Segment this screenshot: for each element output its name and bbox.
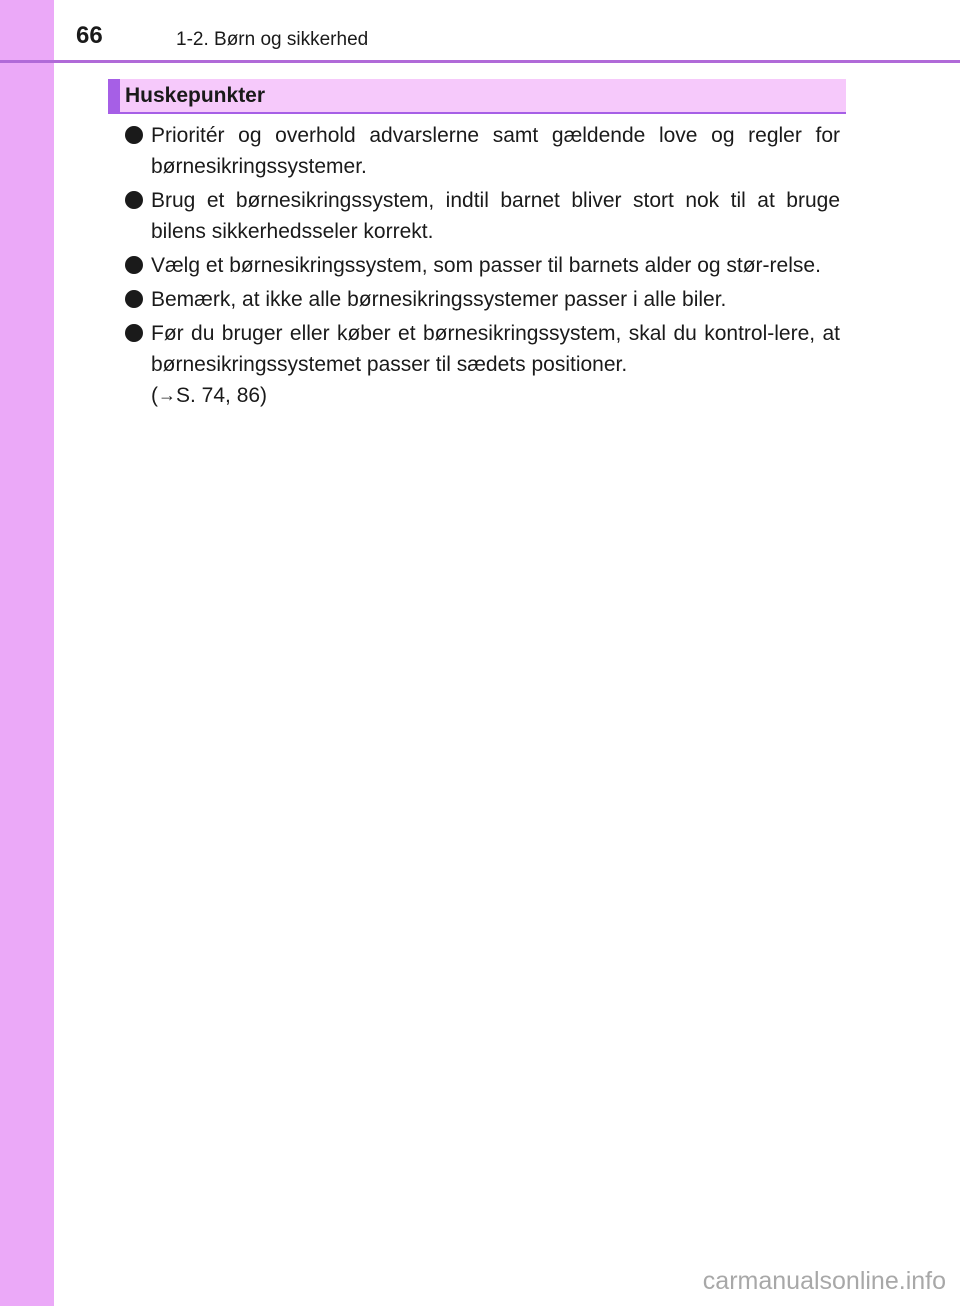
side-tab-bar	[0, 0, 54, 1306]
list-item	[124, 250, 840, 281]
list-item-text: Vælg et børnesikringssystem, som passer til barnets alder og stør-relse.	[151, 254, 821, 277]
watermark-text: carmanualsonline.info	[702, 1267, 946, 1295]
reminder-box-heading	[108, 79, 846, 114]
page-reference	[151, 380, 840, 411]
header-divider	[0, 60, 960, 63]
bullet-icon	[125, 256, 143, 274]
bullet-icon	[125, 324, 143, 342]
reminder-box-title: Huskepunkter	[125, 84, 266, 107]
bullet-icon	[125, 290, 143, 308]
list-item	[124, 185, 840, 247]
list-item-text: Brug et børnesikringssystem, indtil barnet bliver stort nok til at bruge bilens sikkerhedsseler korrekt.	[151, 189, 840, 243]
bullet-icon	[125, 191, 143, 209]
list-item-text: Bemærk, at ikke alle børnesikringssystemer passer i alle biler.	[151, 288, 727, 311]
list-item-text: Prioritér og overhold advarslerne samt gældende love og regler for børnesikringssystemer.	[151, 124, 840, 178]
page-number: 66	[76, 22, 103, 49]
list-item	[124, 284, 840, 315]
reminder-list	[124, 120, 840, 411]
reference-open-paren: (	[151, 384, 158, 407]
section-title: 1-2. Børn og sikkerhed	[176, 29, 369, 50]
arrow-right-icon: →	[158, 385, 176, 405]
reference-pages: S. 74, 86)	[176, 384, 268, 407]
list-item	[124, 318, 840, 411]
list-item-text: Før du bruger eller køber et børnesikringssystem, skal du kontrol-lere, at børnesikringssystemet passer til sædets positioner.	[151, 322, 840, 376]
bullet-icon	[125, 126, 143, 144]
list-item	[124, 120, 840, 182]
